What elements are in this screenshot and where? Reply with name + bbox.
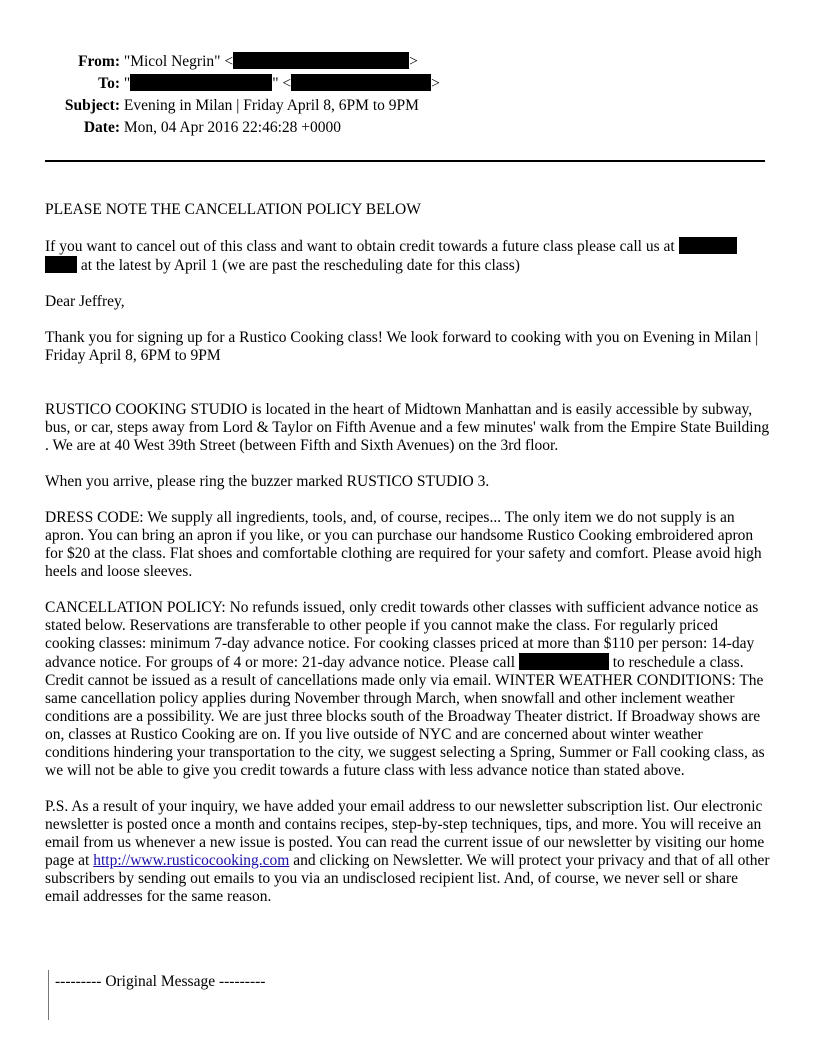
subject-value: Evening in Milan | Friday April 8, 6PM to 9PM: [123, 97, 419, 114]
thanks-paragraph: Thank you for signing up for a Rustico Cooking class! We look forward to cooking with you on Evening in Milan | Friday April 8, 6PM to 9PM: [45, 329, 759, 364]
to-open: ": [123, 75, 131, 92]
original-message-quote: [48, 970, 265, 1020]
rustico-website-link[interactable]: http://www.rusticocooking.com: [93, 852, 290, 869]
original-message-divider: --------- Original Message ---------: [55, 973, 266, 990]
from-line: [46, 51, 766, 73]
date-line: [46, 117, 766, 139]
to-label: To:: [98, 75, 120, 92]
cancellation-policy-paragraph: CANCELLATION POLICY: No refunds issued, only credit towards other classes with sufficient advance notice as stated below. Reservations are transferable to other people if you cannot make the class. For regularly priced cooking classes: minimum 7-day advance notice. For cooking classes priced at more than $110 per person: 14-day advance notice. For groups of 4 or more: 21-day advance notice. Please call to reschedule a class. Credit cannot be issued as a result of cancellations made only via email. WINTER WEATHER CONDITIONS: The same cancellation policy applies during November through March, when snowfall and other inclement weather conditions are a possibility. We are just three blocks south of the Broadway Theater district. If Broadway shows are on, classes at Rustico Cooking are on. If you live outside of NYC and are concerned about winter weather conditions hindering your transportation to the city, we suggest selecting a Spring, Summer or Fall cooking class, as we will not be able to give you credit towards a future class with less advance notice than stated above.: [45, 599, 765, 779]
email-body: [45, 201, 771, 924]
redacted-phone-2: [45, 256, 77, 273]
newsletter-paragraph: P.S. As a result of your inquiry, we have added your email address to our newsletter subscription list. Our electronic newsletter is posted once a month and contains recipes, step-by-step techniques, tips, and more. You will receive an email from us whenever a new issue is posted. You can read the current issue of our newsletter by visiting our home page at http://www.rusticocooking.com and clicking on Newsletter. We will protect your privacy and that of all other subscribers by sending out emails to you via an undisclosed recipient list. And, of course, we never sell or share email addresses for the same reason.: [45, 798, 770, 905]
date-label: Date:: [83, 119, 120, 136]
header-divider: [45, 160, 765, 162]
redacted-phone-1: [679, 237, 737, 254]
buzzer-paragraph: When you arrive, please ring the buzzer marked RUSTICO STUDIO 3.: [45, 473, 490, 490]
to-line: [46, 73, 766, 95]
redacted-from-email: [233, 52, 409, 69]
date-value: Mon, 04 Apr 2016 22:46:28 +0000: [123, 119, 342, 136]
from-close: >: [409, 53, 418, 70]
to-mid: " <: [272, 75, 292, 92]
location-paragraph: RUSTICO COOKING STUDIO is located in the heart of Midtown Manhattan and is easily accessible by subway, bus, or car, steps away from Lord & Taylor on Fifth Avenue and a few minutes' walk from the Empire State Building . We are at 40 West 39th Street (between Fifth and Sixth Avenues) on the 3rd floor.: [45, 401, 770, 454]
cancellation-notice: PLEASE NOTE THE CANCELLATION POLICY BELOW: [45, 201, 421, 218]
from-label: From:: [78, 53, 120, 70]
subject-line: [46, 95, 766, 117]
to-close: >: [431, 75, 440, 92]
greeting: Dear Jeffrey,: [45, 293, 125, 310]
cancel-instructions: If you want to cancel out of this class and want to obtain credit towards a future class please call us at at the latest by April 1 (we are past the rescheduling date for this class): [45, 237, 771, 275]
redacted-to-name: [130, 74, 272, 91]
from-name: "Micol Negrin" <: [123, 53, 234, 70]
dress-code-paragraph: DRESS CODE: We supply all ingredients, tools, and, of course, recipes... The only item we do not supply is an apron. You can bring an apron if you like, or you can purchase our handsome Rustico Cooking embroidered apron for $20 at the class. Flat shoes and comfortable clothing are required for your safety and comfort. Please avoid high heels and loose sleeves.: [45, 509, 762, 580]
redacted-phone-3: [519, 653, 609, 670]
redacted-to-email: [291, 74, 431, 91]
subject-label: Subject:: [64, 97, 120, 114]
